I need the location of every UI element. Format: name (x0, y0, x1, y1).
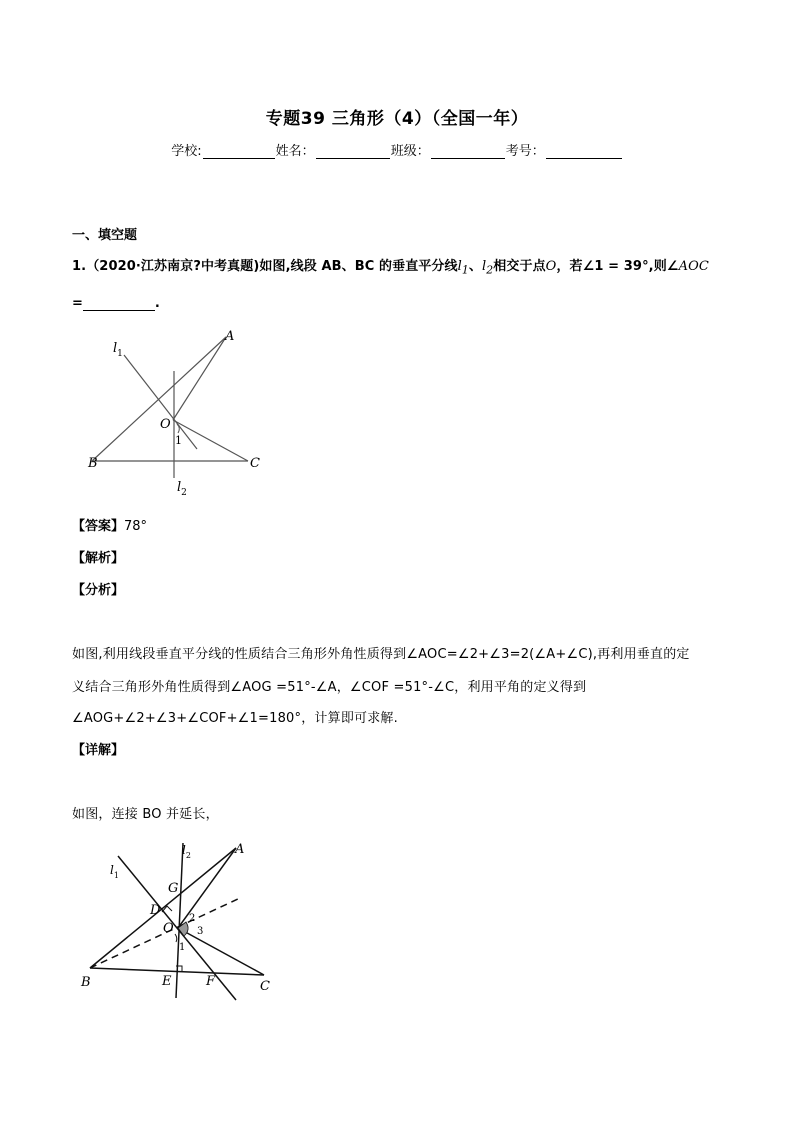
separator: 、 (468, 259, 482, 274)
label-l2: $l_2$ (182, 843, 191, 860)
answer-row (72, 515, 147, 534)
answer-value: 78° (124, 519, 148, 534)
detail-label: 【详解】 (72, 743, 125, 758)
angle-name: AOC (678, 259, 709, 274)
question-number: 1 (72, 259, 82, 274)
label-o: O (163, 921, 174, 936)
label-l2: $l_2$ (177, 480, 187, 498)
label-b: B (88, 456, 98, 471)
label-o: O (160, 417, 171, 432)
label-a: A (235, 842, 245, 857)
analysis-label: 【解析】 (72, 551, 125, 566)
label-angle-1: 1 (175, 434, 182, 447)
name-blank (316, 145, 390, 159)
analysis-line-1: 如图,利用线段垂直平分线的性质结合三角形外角性质得到∠AOC=∠2+∠3=2(∠A+∠C),再利用垂直的定 (72, 647, 690, 662)
answer-blank (83, 298, 155, 311)
line-l2 (176, 843, 186, 998)
segment-oc (173, 420, 248, 461)
label-angle-2: 2 (189, 913, 196, 924)
label-c: C (250, 456, 260, 471)
question-text-a: 如图,线段 AB、BC 的垂直平分线 (259, 259, 458, 274)
section-title: 一、填空题 (72, 228, 138, 243)
analysis-line-3: ∠AOG+∠2+∠3+∠COF+∠1=180°，计算即可求解. (72, 711, 398, 726)
figure-1 (80, 325, 280, 505)
name-label: 姓名： (275, 144, 315, 159)
school-label: 学校: (171, 144, 202, 159)
class-blank (431, 145, 505, 159)
label-c: C (260, 979, 270, 994)
detail-text: 如图，连接 BO 并延长， (72, 807, 219, 822)
question-source: （2020·江苏南京?中考真题) (86, 259, 260, 274)
label-f: F (206, 974, 216, 989)
label-l1: $l_1$ (110, 863, 119, 880)
point-o: O (545, 259, 557, 274)
student-info-line (0, 140, 794, 159)
exam-no-blank (546, 145, 622, 159)
label-b: B (81, 975, 91, 990)
label-angle-3: 3 (197, 926, 204, 937)
question-text-c: ，若∠1 = 39°,则∠ (556, 259, 679, 274)
label-l1: $l_1$ (113, 341, 123, 359)
label-a: A (225, 329, 235, 344)
label-e: E (162, 974, 172, 989)
label-d: D (150, 903, 161, 918)
line-l1 (124, 355, 197, 449)
page-title: 专题39 三角形（4）（全国一年） (265, 109, 529, 129)
label-angle-1: 1 (179, 942, 186, 953)
answer-label: 【答案】 (72, 519, 125, 534)
exam-no-label: 考号： (505, 144, 545, 159)
segment-oc (178, 928, 264, 975)
class-label: 班级： (390, 144, 430, 159)
label-g: G (168, 881, 179, 896)
line-l1: $l_1$ (457, 259, 469, 277)
line-l2: $l_2$ (482, 259, 494, 277)
school-blank (203, 145, 275, 159)
figure-2 (78, 838, 283, 1008)
question-1-answer-line: = . (72, 296, 160, 311)
analysis-line-2: 义结合三角形外角性质得到∠AOG =51°-∠A，∠COF =51°-∠C，利用平角的定义得到 (72, 680, 587, 695)
question-text-b: 相交于点 (493, 259, 546, 274)
analysis-sub-label: 【分析】 (72, 583, 125, 598)
question-1-stem: 1.（2020·江苏南京?中考真题)如图,线段 AB、BC 的垂直平分线$l_1$、$l_2$相交于点O，若∠1 = 39°,则∠AOC (72, 259, 709, 277)
